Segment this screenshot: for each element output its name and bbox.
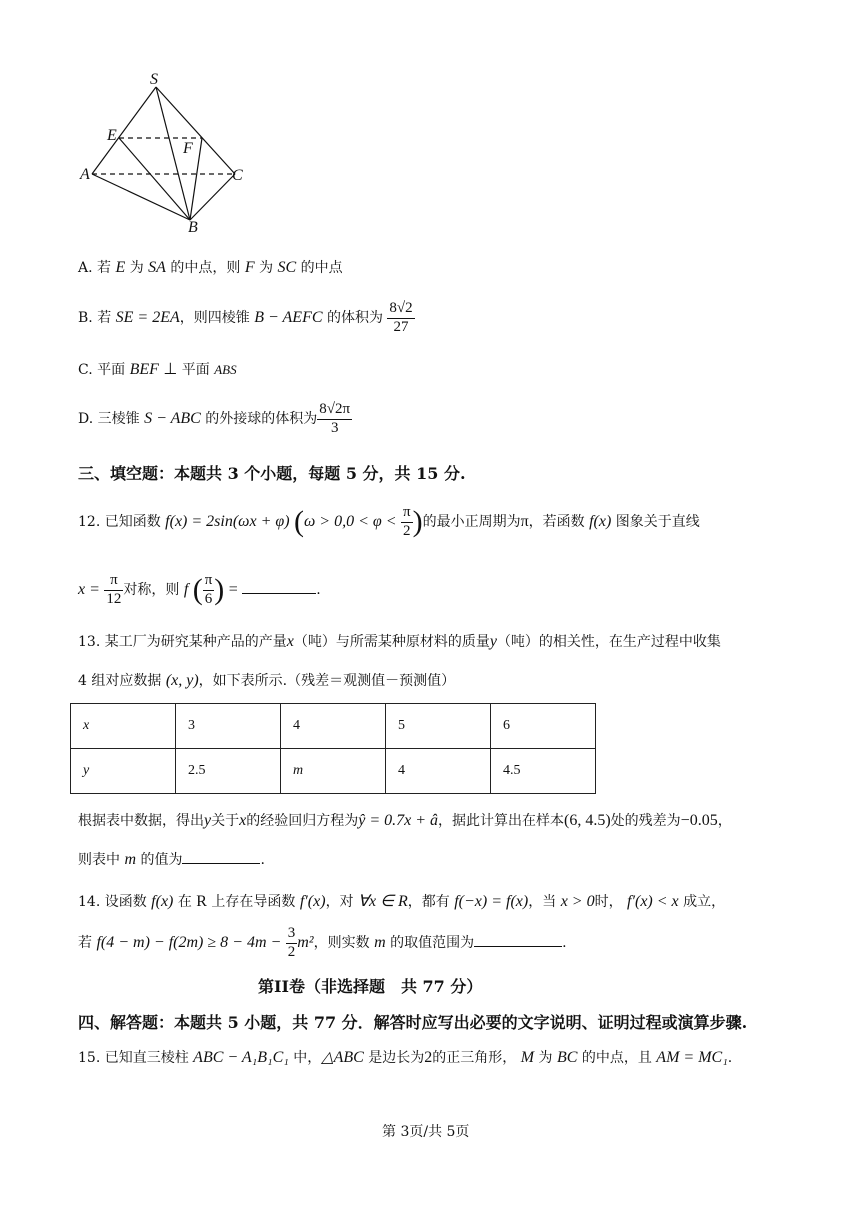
text: 设函数 [104,894,147,910]
answer-blank[interactable] [242,592,316,594]
text: 的中点，则 [170,260,241,276]
text: 的外接球的体积为 [205,411,318,427]
math: f(x) [589,513,612,530]
numerator: 8√2π [317,401,352,419]
text: ，对 [325,894,354,910]
text: ，当 [528,894,557,910]
math: f [183,581,189,598]
text: 为 [259,260,274,276]
text: 则表中 [78,852,120,868]
question-13-line-4 [78,849,265,869]
option-letter: B. [78,310,93,326]
data-table [70,703,596,794]
text: 的中点，且 [581,1050,652,1066]
table-cell: m [281,749,386,794]
text: 的取值范围为 [390,935,475,951]
math: f(x) [151,893,174,910]
numerator: π [401,504,413,522]
numerator: π [104,572,123,590]
fraction [203,572,215,608]
math: △ABC [321,1049,364,1066]
question-13-line-1 [78,631,721,651]
text: 的体积为 [326,310,383,326]
math: F [244,259,255,276]
text: 时， [594,894,623,910]
math: BC [556,1049,578,1066]
label-A: A [80,166,90,183]
math: ŷ = 0.7x + â [358,812,439,829]
text: 处的残差为 [610,813,681,829]
answer-blank[interactable] [474,945,562,947]
numerator: 8√2 [387,300,414,318]
text: . [260,852,265,868]
label-E: E [107,127,117,144]
text: 的中点 [300,260,343,276]
text: 中， [293,1050,322,1066]
math: f(x) = 2sin(ωx + φ) [165,513,290,530]
math: m [374,934,386,951]
text: ，若函数 [528,514,585,530]
math: ABS [214,362,237,377]
text: ，如下表所示.（残差＝观测值－预测值） [198,673,456,689]
text: 关于 [211,813,240,829]
page-footer: 第 3页/共 5页 [382,1124,470,1140]
text: 的值为 [140,852,183,868]
question-number: 14. [78,894,101,910]
text: 已知直三棱柱 [104,1050,189,1066]
denominator: 12 [106,590,122,607]
denominator: 6 [204,590,213,607]
fraction [286,925,298,961]
text: 的最小正周期为 [422,514,521,530]
fraction [317,401,352,437]
option-letter: D. [78,411,94,427]
text: 若 [97,310,112,326]
text: ， [717,813,732,829]
math: x = [78,581,100,598]
text: 上存在导函数 [211,894,296,910]
text: 为 [129,260,144,276]
math: BEF [129,361,159,378]
numerator: π [203,572,215,590]
option-letter: C. [78,362,93,378]
math: m² [297,934,314,951]
edge-SA [92,87,156,174]
label-C: C [232,167,243,184]
math: M [520,1049,535,1066]
fraction [401,504,413,540]
denominator: 2 [287,943,296,960]
fraction [104,572,123,608]
text: 的经验回归方程为 [246,813,359,829]
text: 某工厂为研究某种产品的产量 [104,634,287,650]
table-cell: 4.5 [491,749,596,794]
table-cell: x [71,704,176,749]
math: R [196,893,207,910]
option-letter: A. [78,260,93,276]
math: = [228,581,238,598]
label-F: F [183,140,193,157]
text: 根据表中数据，得出 [78,813,204,829]
edge-SC [156,87,235,174]
math: π [520,513,529,530]
paren-close: ) [412,505,423,538]
text: （吨）与所需某种原材料的质量 [293,634,490,650]
label-S: S [150,71,158,88]
math: x > 0 [560,893,595,910]
math: f′(x) < x [627,893,679,910]
text: . [316,582,321,598]
table-cell: 4 [386,749,491,794]
text: ，则四棱锥 [179,310,250,326]
text: 是边长为 [368,1050,425,1066]
math: S − ABC [144,410,201,427]
text: . [562,935,567,951]
math: x [286,633,294,650]
math: f′(x) [299,893,326,910]
question-15 [78,1047,732,1067]
question-number: 12. [78,514,101,530]
fraction [387,300,414,336]
text: 图象关于直线 [615,514,700,530]
question-13-line-2 [78,670,455,690]
edge-CB [190,174,235,220]
text: 若 [78,935,92,951]
math: SC [277,259,297,276]
math: −0.05 [680,812,718,829]
table-row [71,749,596,794]
text: 若 [97,260,112,276]
text: 已知函数 [104,514,161,530]
question-13-line-3 [78,810,732,830]
math: f(−x) = f(x) [454,893,529,910]
denominator: 27 [393,318,409,335]
text: ，据此计算出在样本 [438,813,565,829]
part-2-title: 第II卷（非选择题 共 77 分） [258,977,483,996]
math: AM = MC₁ [656,1049,728,1066]
denominator: 3 [330,419,339,436]
math: y [204,812,212,829]
denominator: 2 [403,522,411,539]
text: （吨）的相关性，在生产过程中收集 [496,634,721,650]
paren-close: ) [214,573,225,606]
math: y [489,633,497,650]
edge-AB [92,174,190,220]
math: (6, 4.5) [564,812,611,829]
math: 2 [424,1049,433,1066]
math: m [124,851,137,868]
table-cell: y [71,749,176,794]
question-14-line-1 [78,891,725,911]
numerator: 3 [286,925,298,943]
text: 在 [177,894,192,910]
question-12-line-2 [78,566,321,614]
math: ω > 0,0 < φ < [304,513,397,530]
text: 平面 [181,362,210,378]
question-12-line-1 [78,498,700,546]
table-cell: 3 [176,704,281,749]
math: SE = 2EA [115,309,180,326]
math: B − AEFC [254,309,323,326]
option-c [78,359,237,379]
perp-symbol: ⊥ [163,361,178,378]
section-4-title: 四、解答题：本题共 5 小题，共 77 分．解答时应写出必要的文字说明、证明过程或演算步骤. [78,1013,748,1032]
paren-open: ( [294,505,304,538]
option-a [78,257,343,277]
text: 4 组对应数据 [78,673,162,689]
text: 的正三角形， [432,1050,517,1066]
math: E [115,259,126,276]
question-14-line-2 [78,921,567,965]
text: 平面 [97,362,126,378]
math: f(4 − m) − f(2m) ≥ 8 − 4m − [96,934,282,951]
table-cell: 2.5 [176,749,281,794]
text: ，则实数 [313,935,370,951]
table-cell: 5 [386,704,491,749]
math: ABC − A₁B₁C₁ [193,1049,289,1066]
math: (x, y) [165,672,199,689]
text: 对称，则 [123,582,180,598]
label-B: B [188,219,198,236]
pyramid-figure [70,70,270,240]
section-3-title: 三、填空题：本题共 3 个小题，每题 5 分，共 15 分. [78,464,466,483]
option-b [78,296,415,340]
math: x [239,812,247,829]
math: SA [148,259,166,276]
text: ，都有 [407,894,450,910]
text: 成立， [683,894,726,910]
table-cell: 6 [491,704,596,749]
text: . [727,1050,733,1066]
text: 三棱锥 [97,411,140,427]
math: ∀x ∈ R [358,893,408,910]
paren-open: ( [192,573,203,606]
answer-blank[interactable] [182,862,260,864]
option-d [78,397,352,441]
question-number: 15. [78,1050,101,1066]
question-number: 13. [78,634,101,650]
table-cell: 4 [281,704,386,749]
text: 为 [538,1050,553,1066]
table-row [71,704,596,749]
